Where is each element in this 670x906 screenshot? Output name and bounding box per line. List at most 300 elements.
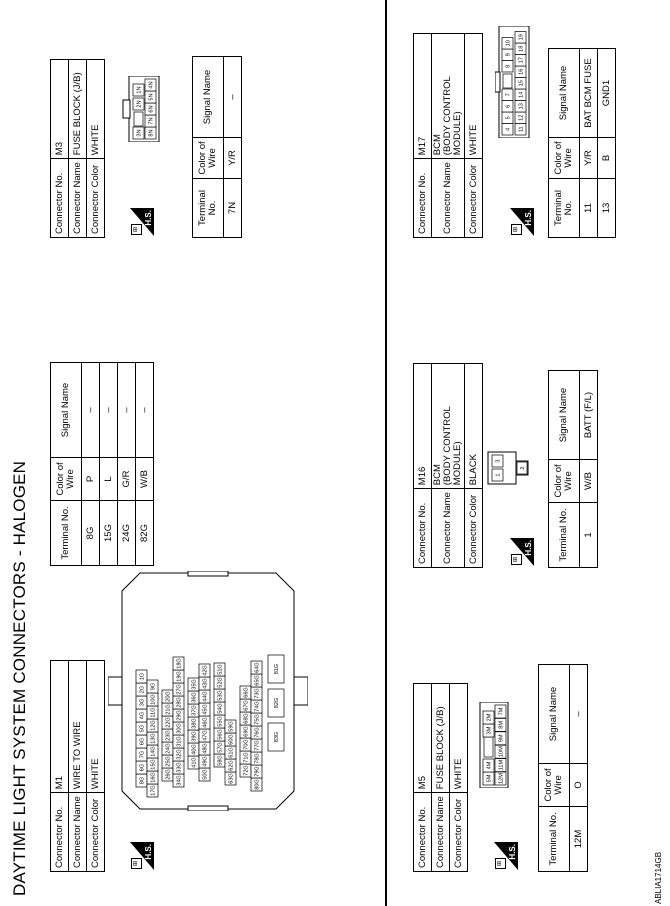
plug-icon: ⊞	[131, 858, 142, 869]
pin-cell	[136, 761, 147, 774]
pin-label: 7	[505, 93, 512, 97]
pin-cell	[251, 726, 262, 739]
pin-cell	[495, 759, 506, 772]
pin-label: 3N	[136, 129, 143, 137]
pin-cell	[188, 704, 199, 717]
pin-label: 37G	[191, 705, 198, 716]
pin-label: 18	[518, 45, 525, 52]
pin-cell	[147, 732, 158, 745]
pin-cell	[136, 722, 147, 735]
pin-cell	[515, 124, 526, 136]
table-row: 82G W/B –	[136, 363, 154, 566]
label-connector-no: Connector No.	[51, 793, 69, 872]
pin-cell	[136, 748, 147, 761]
m3-connector-color: WHITE	[87, 60, 105, 159]
pin-label: 82G	[274, 697, 281, 709]
plug-icon: ⊞	[131, 224, 142, 235]
pin-cell	[173, 774, 184, 787]
pin-label: 1G	[139, 672, 146, 681]
pin-label: 31G	[176, 736, 183, 747]
section-divider	[385, 0, 387, 906]
pin-cell	[162, 690, 173, 703]
pin-label: 9G	[150, 682, 157, 691]
pin-cell	[145, 115, 156, 127]
m3-connector-name: FUSE BLOCK (J/B)	[69, 60, 87, 159]
pin-label: 32G	[176, 749, 183, 760]
col-terminal-no: Terminal No.	[539, 807, 570, 872]
col-color-of-wire: Color of Wire	[539, 764, 570, 807]
pin-cell	[199, 677, 210, 690]
pin-label: 75G	[254, 714, 261, 725]
pin-cell	[147, 784, 158, 797]
pin-label: 13G	[150, 733, 157, 744]
pin-cell	[136, 696, 147, 709]
pin-label: 2	[520, 466, 527, 470]
m17-connector-no: M17	[414, 34, 432, 159]
pin-label: 11M	[498, 759, 505, 771]
pin-label: 39G	[191, 731, 198, 742]
m3-info-table	[50, 59, 105, 238]
m3-connector-face	[121, 76, 168, 142]
m1-hs-icon: ⊞ H.S.	[130, 842, 154, 870]
pin-label: 52G	[217, 677, 224, 688]
pin-label: 25G	[165, 756, 172, 767]
pin-cell	[251, 687, 262, 700]
pin-cell	[188, 743, 199, 756]
pin-label: 4G	[139, 711, 146, 720]
label-connector-color: Connector Color	[450, 793, 468, 872]
pin-cell	[240, 738, 251, 751]
pin-cell	[145, 91, 156, 103]
pin-label: 12G	[150, 720, 157, 731]
col-color-of-wire: Color of Wire	[193, 138, 224, 179]
pin-label: 15G	[150, 759, 157, 770]
pin-label: 19	[518, 34, 525, 41]
m17-connector-face	[495, 26, 536, 138]
m17-connector-name: BCM (BODY CONTROL MODULE)	[432, 34, 465, 159]
label-connector-name: Connector Name	[69, 793, 87, 872]
pin-label: 1N	[136, 86, 143, 94]
table-row: 7N Y/R –	[224, 57, 242, 238]
pin-label: 80G	[254, 779, 261, 790]
pin-cell	[240, 686, 251, 699]
label-connector-color: Connector Color	[87, 159, 105, 238]
pin-cell	[515, 78, 526, 90]
m16-connector-color: BLACK	[465, 364, 483, 489]
pin-label: 10	[505, 40, 512, 47]
pin-label: 8M	[498, 721, 505, 729]
m1-terminal-table	[50, 362, 154, 566]
m5-connector-color: WHITE	[450, 684, 468, 793]
pin-label: 8	[505, 64, 512, 68]
pin-cell	[214, 663, 225, 676]
pin-label: 28G	[176, 697, 183, 708]
pin-cell	[214, 741, 225, 754]
label-connector-color: Connector Color	[465, 159, 483, 238]
pin-label: 13	[518, 103, 525, 110]
pin-cell	[214, 715, 225, 728]
pin-label: 40G	[191, 744, 198, 755]
pin-label: 24G	[165, 743, 172, 754]
pin-cell	[515, 55, 526, 67]
table-row: 24G G/R –	[118, 363, 136, 566]
pin-cell	[517, 462, 527, 474]
label-connector-color: Connector Color	[87, 793, 105, 872]
pin-cell	[251, 752, 262, 765]
pin-label: 27G	[176, 684, 183, 695]
label-connector-color: Connector Color	[465, 489, 483, 568]
pin-cell	[147, 771, 158, 784]
pin-label: 63G	[228, 773, 235, 784]
pin-cell	[147, 680, 158, 693]
pin-label: 64G	[254, 662, 261, 673]
pin-cell	[502, 124, 513, 136]
pin-cell	[495, 772, 506, 785]
pin-cell	[214, 728, 225, 741]
m3-hs-icon: ⊞ H.S.	[130, 208, 154, 236]
pin-cell	[502, 112, 513, 124]
pin-cell	[199, 729, 210, 742]
pin-cell	[133, 98, 144, 110]
col-terminal-no: Terminal No.	[193, 179, 224, 238]
m1-connector-face	[108, 571, 313, 811]
pin-cell	[147, 706, 158, 719]
pin-cell	[251, 674, 262, 687]
col-terminal-no: Terminal No.	[51, 501, 82, 566]
pin-cell	[268, 689, 284, 717]
table-row: 11 Y/R BAT BCM FUSE	[580, 49, 598, 238]
pin-label: 44G	[202, 691, 209, 702]
label-connector-name: Connector Name	[432, 489, 465, 568]
label-connector-name: Connector Name	[432, 159, 465, 238]
pin-cell	[483, 772, 494, 785]
pin-cell	[515, 43, 526, 55]
m16-connector-name: BCM (BODY CONTROL MODULE)	[432, 364, 465, 489]
pin-cell	[483, 724, 494, 737]
pin-cell	[199, 664, 210, 677]
pin-label: 49G	[202, 756, 209, 767]
pin-cell	[225, 720, 236, 733]
pin-cell	[492, 455, 503, 467]
pin-cell	[188, 691, 199, 704]
label-connector-no: Connector No.	[414, 159, 432, 238]
m3-connector-no: M3	[51, 60, 69, 159]
pin-label: 76G	[254, 727, 261, 738]
pin-cell	[136, 683, 147, 696]
pin-label: 42G	[202, 665, 209, 676]
pin-cell	[251, 778, 262, 791]
pin-label: 8N	[148, 129, 155, 137]
plug-icon: ⊞	[511, 224, 522, 235]
m16-hs-icon: ⊞ H.S.	[510, 538, 534, 566]
table-row: 1 W/B BATT (F/L)	[580, 371, 598, 568]
pin-cell	[199, 768, 210, 781]
pin-cell	[136, 670, 147, 683]
m5-terminal-table	[538, 664, 588, 872]
pin-label: 55G	[217, 716, 224, 727]
pin-label: 17	[518, 57, 525, 64]
pin-label: 7G	[139, 750, 146, 759]
pin-cell	[199, 742, 210, 755]
pin-label: 3M	[486, 726, 493, 735]
pin-label: 16	[518, 68, 525, 75]
pin-label: 79G	[254, 766, 261, 777]
plug-icon: ⊞	[495, 858, 506, 869]
pin-cell	[173, 722, 184, 735]
m3-terminal-table	[192, 56, 242, 238]
pin-label: 68G	[243, 713, 250, 724]
pin-label: 6	[505, 104, 512, 108]
label-connector-name: Connector Name	[69, 159, 87, 238]
pin-cell	[515, 89, 526, 101]
pin-label: 4	[505, 127, 512, 131]
pin-label: 6G	[139, 763, 146, 772]
pin-label: 41G	[191, 757, 198, 768]
col-signal-name: Signal Name	[51, 363, 82, 458]
col-signal-name: Signal Name	[549, 371, 580, 460]
pin-label: 15	[518, 80, 525, 87]
pin-label: 46G	[202, 717, 209, 728]
pin-cell	[199, 703, 210, 716]
pin-cell	[162, 703, 173, 716]
pin-cell	[483, 711, 494, 724]
pin-cell	[147, 758, 158, 771]
pin-cell	[162, 768, 173, 781]
pin-label: 4M	[486, 761, 493, 770]
col-terminal-no: Terminal No.	[549, 503, 580, 568]
pin-label: 26G	[165, 769, 172, 780]
pin-label: 21G	[165, 704, 172, 715]
pin-label: 5	[505, 116, 512, 120]
pin-label: 59G	[228, 721, 235, 732]
pin-cell	[495, 732, 506, 745]
pin-label: 11G	[150, 707, 157, 718]
pin-cell	[515, 112, 526, 124]
m5-info-table	[413, 683, 468, 872]
pin-label: 2G	[139, 685, 146, 694]
pin-label: 23G	[165, 730, 172, 741]
pin-cell	[199, 690, 210, 703]
pin-label: 2N	[136, 100, 143, 108]
pin-label: 47G	[202, 730, 209, 741]
pin-cell	[147, 745, 158, 758]
pin-label: 72G	[243, 765, 250, 776]
pin-cell	[240, 725, 251, 738]
pin-cell	[162, 755, 173, 768]
pin-label: 9	[505, 53, 512, 57]
m1-connector-color: WHITE	[87, 661, 105, 793]
pin-cell	[251, 739, 262, 752]
m17-hs-icon: ⊞ H.S.	[510, 208, 534, 236]
pin-cell	[147, 719, 158, 732]
col-color-of-wire: Color of Wire	[51, 458, 82, 501]
pin-cell	[495, 718, 506, 731]
pin-cell	[240, 699, 251, 712]
pin-label: 5M	[486, 774, 493, 783]
pin-cell	[268, 655, 284, 683]
pin-cell	[188, 678, 199, 691]
m1-connector-no: M1	[51, 661, 69, 793]
m5-hs-icon: ⊞ H.S.	[494, 842, 518, 870]
pin-label: 56G	[217, 729, 224, 740]
pin-cell	[495, 745, 506, 758]
pin-label: 16G	[150, 772, 157, 783]
pin-label: 38G	[191, 718, 198, 729]
pin-label: 60G	[228, 734, 235, 745]
pin-cell	[162, 742, 173, 755]
pin-cell	[492, 469, 503, 481]
pin-cell	[502, 38, 513, 50]
pin-label: 10G	[150, 694, 157, 705]
pin-label: 62G	[228, 760, 235, 771]
pin-cell	[214, 689, 225, 702]
pin-cell	[133, 84, 144, 96]
pin-label: 53G	[217, 690, 224, 701]
pin-cell	[502, 101, 513, 113]
pin-label: 4N	[148, 81, 155, 89]
pin-cell	[173, 709, 184, 722]
pin-label: 20G	[165, 691, 172, 702]
pin-label: 81G	[274, 663, 281, 675]
m16-info-table	[413, 363, 483, 568]
pin-cell	[199, 716, 210, 729]
m5-connector-no: M5	[414, 684, 432, 793]
pin-cell	[240, 751, 251, 764]
pin-label: 17G	[150, 785, 157, 796]
pin-label: 5G	[139, 724, 146, 733]
pin-label: 2M	[486, 713, 493, 722]
pin-label: 45G	[202, 704, 209, 715]
pin-label: 6G	[139, 737, 146, 746]
pin-label: 19G	[176, 671, 183, 682]
pin-label: 50G	[202, 769, 209, 780]
m17-info-table	[413, 33, 483, 238]
pin-cell	[483, 759, 494, 772]
pin-label: 83G	[274, 731, 281, 743]
m5-connector-name: FUSE BLOCK (J/B)	[432, 684, 450, 793]
pin-label: 71G	[243, 752, 250, 763]
page-title: DAYTIME LIGHT SYSTEM CONNECTORS - HALOGEN	[10, 460, 29, 896]
m17-terminal-table	[548, 48, 616, 238]
pin-label: 6N	[148, 105, 155, 113]
pin-cell	[173, 735, 184, 748]
pin-label: 9M	[498, 734, 505, 743]
pin-cell	[251, 661, 262, 674]
pin-label: 67G	[243, 700, 250, 711]
pin-cell	[199, 755, 210, 768]
pin-cell	[147, 693, 158, 706]
pin-label: 48G	[202, 743, 209, 754]
pin-label: 8G	[139, 776, 146, 785]
pin-label: 70G	[243, 739, 250, 750]
pin-cell	[214, 676, 225, 689]
pin-cell	[502, 49, 513, 61]
pin-cell	[173, 696, 184, 709]
pin-cell	[145, 79, 156, 91]
label-connector-no: Connector No.	[414, 489, 432, 568]
pin-cell	[225, 772, 236, 785]
pin-cell	[188, 756, 199, 769]
pin-cell	[515, 32, 526, 44]
pin-label: 11	[518, 126, 525, 133]
pin-label: 58G	[217, 755, 224, 766]
m17-connector-color: WHITE	[465, 34, 483, 159]
label-connector-no: Connector No.	[51, 159, 69, 238]
pin-label: 43G	[202, 678, 209, 689]
pin-cell	[145, 103, 156, 115]
m16-terminal-table	[548, 370, 598, 568]
pin-cell	[502, 61, 513, 73]
pin-cell	[240, 712, 251, 725]
pin-cell	[173, 748, 184, 761]
pin-label: 65G	[254, 675, 261, 686]
pin-label: 14	[518, 91, 525, 98]
pin-cell	[162, 716, 173, 729]
label-connector-name: Connector Name	[432, 793, 450, 872]
pin-label: 33G	[176, 762, 183, 773]
pin-label: 73G	[254, 688, 261, 699]
pin-label: 12	[518, 114, 525, 121]
pin-cell	[225, 733, 236, 746]
pin-cell	[162, 729, 173, 742]
m5-connector-face	[478, 702, 515, 788]
pin-label: 61G	[228, 747, 235, 758]
table-row: 12M O –	[570, 665, 588, 872]
pin-label: 7N	[148, 117, 155, 125]
pin-label: 36G	[191, 692, 198, 703]
pin-label: 1	[495, 473, 502, 477]
pin-label: 54G	[217, 703, 224, 714]
col-signal-name: Signal Name	[549, 49, 580, 138]
m1-info-table	[50, 660, 105, 872]
pin-label: 3G	[139, 698, 146, 707]
col-color-of-wire: Color of Wire	[549, 460, 580, 503]
pin-label: 74G	[254, 701, 261, 712]
col-terminal-no: Terminal No.	[549, 179, 580, 238]
pin-cell	[225, 759, 236, 772]
pin-cell	[251, 765, 262, 778]
pin-label: 51G	[217, 664, 224, 675]
pin-cell	[133, 127, 144, 139]
pin-cell	[173, 657, 184, 670]
m16-connector-face	[486, 448, 535, 488]
pin-cell	[515, 101, 526, 113]
pin-label: 29G	[176, 710, 183, 721]
figure-code: ABLIA1714GB	[654, 851, 663, 904]
table-row: 13 B GND1	[598, 49, 616, 238]
pin-label: 3	[495, 459, 502, 463]
pin-label: 34G	[176, 775, 183, 786]
col-signal-name: Signal Name	[539, 665, 570, 764]
pin-label: 30G	[176, 723, 183, 734]
col-signal-name: Signal Name	[193, 57, 224, 138]
pin-cell	[136, 709, 147, 722]
label-connector-no: Connector No.	[414, 793, 432, 872]
pin-cell	[188, 717, 199, 730]
m16-connector-no: M16	[414, 364, 432, 489]
pin-cell	[136, 735, 147, 748]
pin-label: 5N	[148, 93, 155, 101]
col-color-of-wire: Color of Wire	[549, 138, 580, 179]
pin-cell	[240, 764, 251, 777]
pin-label: 7M	[498, 707, 505, 716]
pin-label: 22G	[165, 717, 172, 728]
pin-cell	[251, 713, 262, 726]
pin-label: 78G	[254, 753, 261, 764]
table-row: 15G L –	[100, 363, 118, 566]
pin-label: 66G	[243, 687, 250, 698]
pin-cell	[136, 774, 147, 787]
